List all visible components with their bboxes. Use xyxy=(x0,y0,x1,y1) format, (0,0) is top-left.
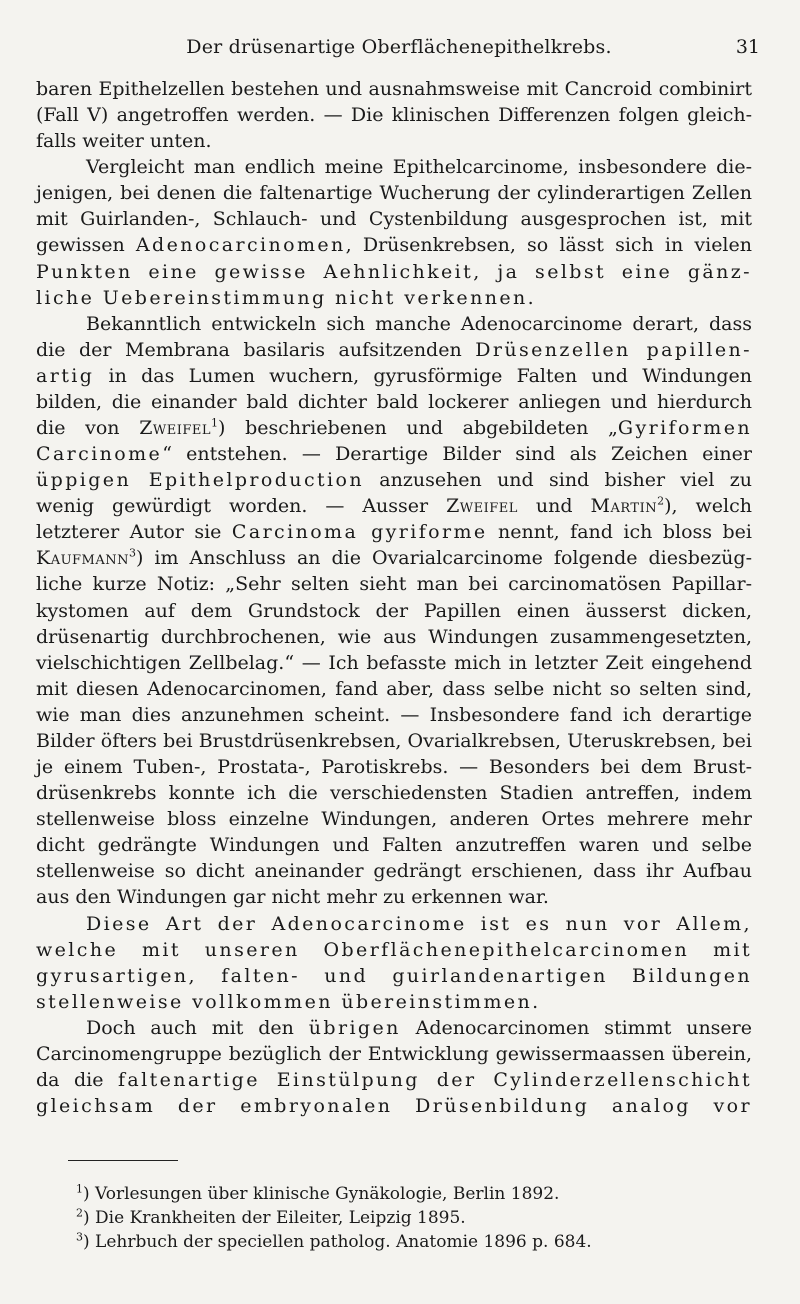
text-line xyxy=(36,467,752,493)
text-span: die von xyxy=(36,417,140,440)
text-span: die der Membrana basilaris aufsitzenden xyxy=(36,338,476,361)
emphasis-span: Carcinome xyxy=(36,443,163,466)
text-span: da die xyxy=(36,1068,118,1091)
emphasis-span: artig xyxy=(36,364,95,387)
text-span: anzusehen und sind bisher viel zu xyxy=(363,469,752,492)
footnote-1: $^1$) Vorlesungen über klinische Gynäkologie, Berlin 1892. xyxy=(76,1182,560,1204)
emphasis-span: Adenocarcinomen xyxy=(135,234,346,257)
text-line: je einem Tuben-, Prostata-, Parotiskrebs. — Besonders bei dem Brust- xyxy=(36,756,752,779)
running-title: Der drüsenartige Oberflächenepithelkrebs. xyxy=(186,36,612,58)
emphasis-line: stellenweise vollkommen übereinstimmen. xyxy=(36,990,541,1013)
text-line xyxy=(36,493,752,519)
emphasis-line: gyrusartigen, falten- und guirlandenartigen Bildungen xyxy=(36,964,752,987)
text-span: wenig gewürdigt worden. — Ausser xyxy=(36,495,447,518)
text-line: Bekanntlich entwickeln sich manche Adenocarcinome derart, dass xyxy=(86,312,752,335)
text-line: aus den Windungen gar nicht mehr zu erkennen war. xyxy=(36,886,549,909)
text-line: kystomen auf dem Grundstock der Papillen einen äusserst dicken, xyxy=(36,599,752,622)
footnote-ref-1: 1 xyxy=(211,416,219,430)
body-text xyxy=(36,76,752,1119)
page-number: 31 xyxy=(735,36,760,58)
text-line: (Fall V) angetroffen werden. — Die klinischen Differenzen folgen gleich- xyxy=(36,104,752,127)
text-line xyxy=(36,337,752,363)
emphasis-span: Gyriformen xyxy=(617,417,752,440)
text-line: mit diesen Adenocarcinomen, fand aber, dass selbe nicht so selten sind, xyxy=(36,677,752,700)
footnote-mark: 3 xyxy=(76,1230,83,1244)
text-span: beschriebenen und abgebildeten „ xyxy=(225,417,618,440)
text-line xyxy=(36,545,752,571)
emphasis-line: gleichsam der embryonalen Drüsenbildung analog vor xyxy=(36,1095,752,1118)
text-line: vielschichtigen Zellbelag.“ — Ich befasste mich in letzter Zeit eingehend xyxy=(36,651,752,674)
text-line: stellenweise so dicht aneinander gedrängt erschienen, dass ihr Aufbau xyxy=(36,860,752,883)
text-line: wie man dies anzunehmen scheint. — Insbesondere fand ich derartige xyxy=(36,703,752,726)
footnote-text: Vorlesungen über klinische Gynäkologie, Berlin 1892. xyxy=(95,1184,560,1204)
emphasis-line: Diese Art der Adenocarcinome ist es nun vor Allem, xyxy=(86,912,752,935)
text-line: mit Guirlanden-, Schlauch- und Cystenbildung ausgesprochen ist, mit xyxy=(36,208,752,231)
text-span: , Drüsenkrebsen, so lässt sich in vielen xyxy=(345,234,752,257)
emphasis-span: Drüsenzellen papillen- xyxy=(475,338,752,361)
text-span: letzterer Autor sie xyxy=(36,521,232,544)
author-name: Martin xyxy=(590,495,658,518)
text-line: drüsenartig durchbrochenen, wie aus Windungen zusammengesetzten, xyxy=(36,625,752,648)
text-span: ), welch xyxy=(664,495,752,518)
emphasis-span: üppigen Epithelproduction xyxy=(36,469,364,492)
footnote-mark: 1 xyxy=(76,1182,83,1196)
emphasis-line: Punkten eine gewisse Aehnlichkeit, ja selbst eine gänz- xyxy=(36,260,752,283)
text-span: und xyxy=(517,495,591,518)
footnote-3: $^3$) Lehrbuch der speciellen patholog. Anatomie 1896 p. 684. xyxy=(76,1230,592,1252)
text-line xyxy=(36,519,752,545)
text-span: nennt, fand ich bloss bei xyxy=(487,521,752,544)
emphasis-span: faltenartige Einstülpung der Cylinderzellenschicht xyxy=(117,1068,752,1091)
page-header xyxy=(38,36,760,66)
text-line xyxy=(36,441,752,467)
text-line xyxy=(36,1015,752,1041)
text-span: “ entstehen. — Derartige Bilder sind als Zeichen einer xyxy=(162,443,752,466)
text-line: falls weiter unten. xyxy=(36,130,212,153)
footnote-mark: 2 xyxy=(76,1206,83,1220)
text-line: Carcinomengruppe bezüglich der Entwicklung gewissermaassen überein, xyxy=(36,1042,752,1065)
footnote-ref-2: 2 xyxy=(657,494,665,508)
emphasis-line: welche mit unseren Oberflächenepithelcarcinomen mit xyxy=(36,938,752,961)
footnote-text: Die Krankheiten der Eileiter, Leipzig 1895. xyxy=(95,1208,466,1228)
text-span: Adenocarcinomen stimmt unsere xyxy=(400,1016,752,1039)
emphasis-span: übrigen xyxy=(308,1016,401,1039)
text-line: baren Epithelzellen bestehen und ausnahmsweise mit Cancroid combinirt xyxy=(36,78,752,100)
emphasis-span: Carcinoma gyriforme xyxy=(231,521,488,544)
text-span: gewissen xyxy=(36,234,136,257)
text-line: stellenweise bloss einzelne Windungen, anderen Ortes mehrere mehr xyxy=(36,808,752,831)
text-line: liche kurze Notiz: „Sehr selten sieht man bei carcinomatösen Papillar- xyxy=(36,573,752,596)
author-name: Zweifel xyxy=(446,495,518,518)
text-span: Doch auch mit den xyxy=(86,1016,309,1039)
footnotes xyxy=(76,1182,756,1254)
footnote-ref-3: 3 xyxy=(129,547,137,561)
text-line xyxy=(36,1067,752,1093)
footnote-divider xyxy=(68,1160,178,1161)
text-line: die von Zweifel$^1$) beschriebenen und abgebildeten „Gyriformen xyxy=(36,416,752,440)
text-span: ) im Anschluss an die Ovarialcarcinome folgende diesbezüg- xyxy=(136,547,752,570)
text-line xyxy=(36,232,752,258)
emphasis-line: liche Uebereinstimmung nicht verkennen. xyxy=(36,286,537,309)
footnote-2: $^2$) Die Krankheiten der Eileiter, Leipzig 1895. xyxy=(76,1206,466,1228)
text-line: jenigen, bei denen die faltenartige Wucherung der cylinderartigen Zellen xyxy=(36,182,752,205)
text-line: Bilder öfters bei Brustdrüsenkrebsen, Ovarialkrebsen, Uteruskrebsen, bei xyxy=(36,729,752,752)
text-line: dicht gedrängte Windungen und Falten anzutreffen waren und selbe xyxy=(36,834,752,857)
text-line: drüsenkrebs konnte ich die verschiedensten Stadien antreffen, indem xyxy=(36,782,752,805)
author-name: Zweifel xyxy=(139,417,212,440)
text-span: in das Lumen wuchern, gyrusförmige Falten und Windungen xyxy=(94,364,752,387)
author-name: Kaufmann xyxy=(36,547,130,570)
text-line xyxy=(36,363,752,389)
text-line: bilden, die einander bald dichter bald lockerer anliegen und hierdurch xyxy=(36,390,752,413)
footnote-text: Lehrbuch der speciellen patholog. Anatomie 1896 p. 684. xyxy=(95,1232,592,1252)
text-line: Vergleicht man endlich meine Epithelcarcinome, insbesondere die- xyxy=(86,156,752,179)
